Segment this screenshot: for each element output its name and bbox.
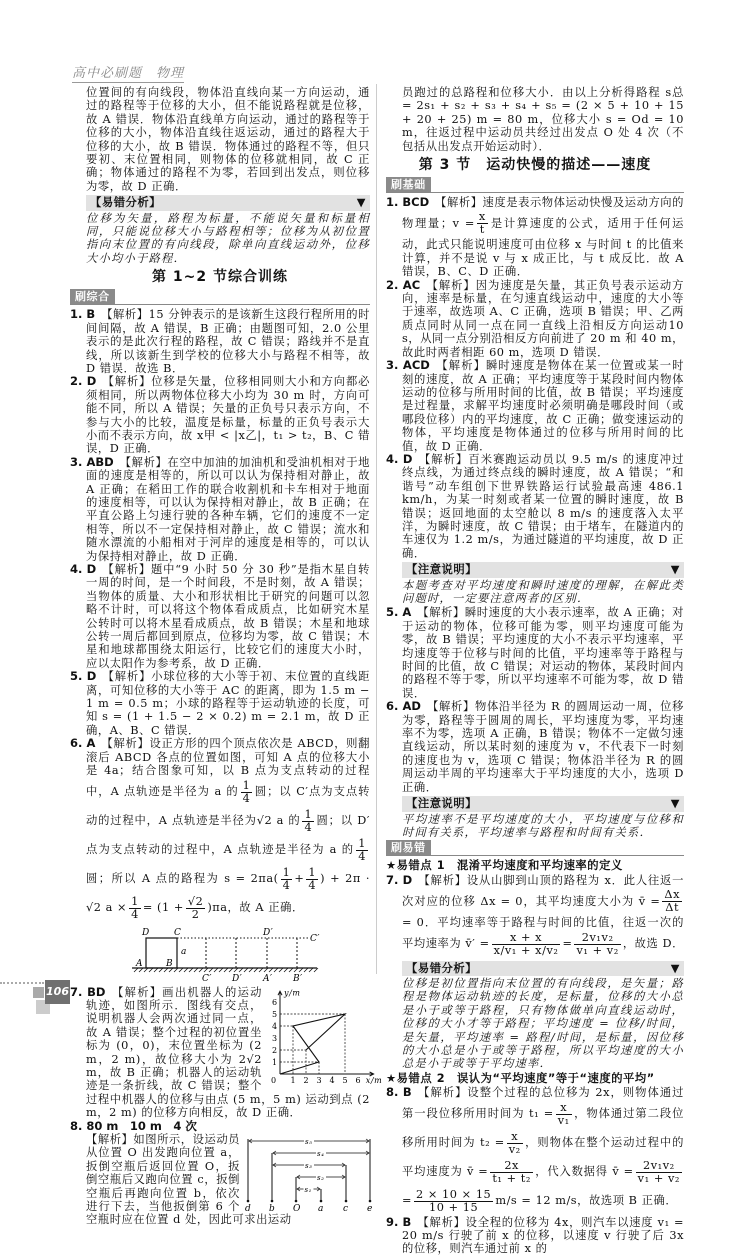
section-title: 第 3 节 运动快慢的描述——速度 [418,157,652,174]
position-dot [247,1200,250,1203]
label-B-prime: B′ [293,973,303,984]
fraction [507,1131,523,1156]
note-bar-error-analysis[interactable] [402,961,684,976]
denominator: x/v₁ + x/v₂ [493,943,559,957]
note-text: 位移是初位置指向末位置的有向线段，是矢量；路程是物体运动轨迹的长度，是标量，位移的大小总是小于或等于路程，只有物体做单向直线运动时，位移的大小才等于路程；平均速度 = 位移/时间，是矢量，平均速率 = 路程/时间，是标量，因位移的大小总是小于或等于路程，所以平均速度的大小总是小于或等于平均速率． [402,976,684,1071]
numerator: 1 [304,807,313,821]
answer-body [402,359,684,452]
answer-body [86,456,370,563]
position-label: a [318,1203,324,1214]
section-title: 第 1~2 节综合训练 [152,269,288,286]
x-tick-label: 4 [329,1075,336,1085]
position-label: d [245,1203,252,1214]
numerator: 1 [308,865,317,879]
y-tick-label: 4 [272,1021,278,1031]
text-run: = 0．平均速率等于路程与时间的比值，往返一次的平均速率为 v̄′ = [402,916,684,951]
text-run: ，故选 D． [622,937,684,951]
book-header: 高中必刷题 物理 [72,62,184,83]
answer-item [386,1086,684,1215]
numerator: 2v₁v₂ [636,1160,682,1173]
x-tick-label: 2 [303,1075,310,1085]
fraction [306,867,318,892]
note-text: 平均速率不是平均速度的大小，平均速度与位移和时间有关系，平均速率与路程和时间有关系． [402,812,684,839]
note-title: 【注意说明】 [406,562,478,577]
span-label: s₃ [305,1161,313,1170]
denominator: 4 [308,878,317,892]
note-bar-attention[interactable] [402,562,684,577]
section-tag [386,840,684,856]
note-text: 本题考查对平均速度和瞬时速度的理解，在解此类问题时，一定要注意两者的区别． [402,578,684,605]
answer-body [402,700,684,793]
answer-item [386,606,684,700]
answer-body [86,737,371,921]
note-title: 【注意说明】 [406,796,478,811]
fraction [636,1160,682,1185]
trajectory-line [280,1014,345,1074]
fraction [414,1189,493,1214]
y-axis-label: y/m [284,987,301,997]
error-point-heading: ★易错点 2 误认为“平均速度”等于“速度的平均” [386,1071,655,1085]
text-run: 【解析】小球位移的大小等于初、末位置的直线距离，可知位移的大小等于 AC 的距离，即为 1.5 m − 1 m = 0.5 m；小球的路程等于运动轨迹的长度，可知 s = (1 + 1.5 − 2 × 0.2) m = 2.1 m，故 D 正确，A、B、C 错误． [86,670,370,737]
numerator: 2v₁v₂ [574,932,620,945]
answer-item [70,1120,370,1133]
text-run: 圆；以 D′点为支点转动的过程中，A 点轨迹是半径为 a 的 [86,814,371,856]
answer-item [386,700,684,794]
answer-item [386,1216,684,1256]
label-B: B [166,958,174,969]
x-tick-label: 1 [290,1075,297,1085]
x-axis-label: x/m [365,1075,383,1085]
answer-item [70,308,370,375]
answer-label: 2. D [70,374,97,389]
note-title: 【易错分析】 [406,960,478,975]
label-D-prime: D′ [263,927,274,938]
text-run: 【解析】设从山脚到山顶的路程为 x．此人往返一次对应的位移 Δx = 0，其平均速度大小为 v̄ = [402,873,684,908]
tag-label: 刷综合 [70,289,115,304]
fraction [129,896,141,921]
numerator: √2 [187,894,204,908]
text-run: 【解析】位移是矢量，位移相同则大小和方向都必须相同，所以两物体位移大小均为 30 m 时，方向可能不同，所以 A 错误；矢量的正负号只表示方向，不参与大小的比较，温度是标量，标量的正负号表示大小而不表示方向，故 x甲 < |x乙|，t₁ > t₂，B、C 错误，D 正确． [86,375,370,456]
position-label: b [269,1203,276,1214]
x-tick-label: 3 [316,1075,323,1085]
figure-runner-positions [244,1133,378,1213]
text-run: 员跑过的总路程和位移大小．由以上分析得路程 s总 = 2s₁ + s₂ + s₃ + s₄ + s₅ = (2 × 5 + 10 + 15 + 20 + 25) m = 80 m，位移大小 s = Od = 10 m，往返过程中运动员共经过出发点 O 处 4 次（不包括从出发点开始运动时）． [402,86,684,153]
y-tick-label: 5 [272,1009,278,1019]
figure-robot-trajectory [266,987,383,1088]
text-run: ，物体通过第二段位移所用时间为 t₂ = [402,1107,684,1150]
answer-label: 8. 80 m 10 m 4 次 [70,1118,197,1133]
denominator: 4 [242,791,251,805]
text-run: 【解析】设正方形的四个顶点依次是 ABCD，则翻滚后 ABCD 各点的位置如图，可知 A 点的位移大小是 4a；结合图象可知，以 B 点为支点转动的过程中，A 点轨迹是半径为 a 的 [86,737,370,798]
fraction [490,1160,533,1185]
label-A-prime: A′ [263,973,273,984]
section-tag [70,289,370,305]
answer-body-8 [70,1132,373,1227]
denominator: Δt [665,901,680,915]
text-run: 圆；所以 A 点的路程为 s = 2πa( [86,872,279,885]
fraction [662,889,682,914]
text-run: ，则物体在整个运动过程中的平均速度为 v̄ = [402,1136,684,1179]
answer-item [386,453,684,560]
text-run: + [294,872,305,885]
fraction [477,211,488,236]
fraction [574,932,620,957]
text-run: 【解析】瞬时速度是物体在某一位置或某一时刻的速度，故 A 正确；平均速度等于某段时间内物体运动的位移与所用时间的比值，故 B 错误；平均速度是过程量，求解平均速度时必须明确是哪段时间（或哪段位移）内的平均速度，故 C 正确；做变速运动的物体，平均速度是物体通过的位移与所用时间的比值，故 D 正确． [402,359,684,453]
label-C-prime-bottom: C′ [202,973,213,984]
y-tick-label: 6 [272,997,278,1007]
answer-item [70,737,370,922]
tag-label: 刷基础 [386,177,431,192]
label-D-prime-bottom: D′ [232,973,243,984]
span-label: s₅ [305,1137,313,1146]
text-run: 位置间的有向线段，物体沿直线向某一方向运动，通过的路程等于位移的大小，但不能说路程就是位移，故 A 错误．物体沿直线单方向运动，通过的路程等于位移的大小，物体沿直线往返运动，通过的路程大于位移的大小，故 B 错误．物体通过的路程不等，但只要初、末位置相同，则物体的位移就相同，故 C 正确；物体通过的路程不为零，若回到出发点，则位移为零，故 D 正确． [86,86,370,193]
text-run: 【解析】15 分钟表示的是该新生这段行程所用的时间间隔，故 A 错误，B 正确；由题图可知，2.0 公里表示的是此次行程的路程，故 C 错误；路线并不是直线，所以该新生到学校的位移大小与路程不相等，故 D 错误．故选 B． [86,308,371,375]
error-point-heading: ★易错点 1 混淆平均速度和平均速率的定义 [386,859,623,873]
answer-body [402,279,684,359]
answer-list [386,874,684,959]
label-A: A [136,958,144,969]
note-bar-error-analysis[interactable] [86,195,370,210]
denominator: 2 [191,907,200,921]
numerator: Δx [664,888,680,902]
text-run: 【解析】如图所示，设运动员从位置 O 出发跑向位置 a，扳倒空瓶后返回位置 O，扳倒空瓶后又跑向位置 c，扳倒空瓶后再跑向位置 b，依次进行下去，当他扳倒第 6 个空瓶时应在位置 d 处，因此可求出运动 [86,1132,292,1227]
numerator: x [478,210,486,224]
numerator: x [556,1102,572,1115]
answer-label: 3. ABD [70,454,114,469]
text-run: 【解析】画出机器人的运动轨迹，如图所示．图线有交点，说明机器人会两次通过同一点，故 A 错误；整个过程的初位置坐标为 (0，0)，末位置坐标为 (2 m，2 m)，故位移大小为 2√2 m，故 B 正确；机器人的运动轨迹是一条折线，故 C 错误；整个过程中机器人的位移与由点 (5 m，5 m) 运动到点 (2 m，2 m) 的位移方向相反，故 D 正确． [86,985,370,1120]
text-run: ) + 2π · √2 a × [86,872,370,914]
tag-label: 刷易错 [386,840,431,855]
position-label: O [293,1203,301,1214]
x-tick-label: 6 [355,1075,362,1085]
span-label: s₁ [304,1185,312,1194]
text-run: 【解析】百米赛跑运动员以 9.5 m/s 的速度冲过终点线，为通过终点线的瞬时速度，故 A 错误；“和谐号”动车组创下世界铁路运行试验最高速 486.1 km/h，为某一时刻或者某一位置的瞬时速度，故 B 错误；返回地面的太空舱以 8 m/s 的速度落入太平洋，为瞬时速度，故 C 错误；由于堵车，在隧道内的车速仅为 1.2 m/s，为通过隧道的平均速度，故 D 正确． [402,452,685,560]
numerator: 2 × 10 × 15 [416,1187,492,1201]
answer-item [70,375,370,455]
answer-body [402,1086,684,1214]
note-text: 位移为矢量，路程为标量，不能说矢量和标量相同，只能说位移大小与路程相等；位移为从初位置指向末位置的有向线段，除单向直线运动外，位移大小均小于路程． [86,211,370,265]
denominator: 10 + 15 [429,1200,479,1214]
text-run: = (1 + [142,901,184,914]
label-C: C [174,927,182,938]
numerator: 1 [242,778,251,792]
answer-body [402,453,684,560]
note-bar-attention[interactable] [402,796,684,811]
answer-item [386,196,684,279]
answer-list [386,1086,684,1256]
answer-label: 1. BCD [386,195,430,210]
numerator: 2x [490,1160,533,1173]
fraction [241,780,253,805]
footer-decor-square [33,987,44,998]
fraction [492,932,561,957]
y-tick-label: 2 [272,1045,278,1055]
text-run: 【解析】设整个过程的总位移为 2x，则物体通过第一段位移所用时间为 t₁ = [402,1086,684,1121]
text-run: 【解析】题中“9 小时 50 分 30 秒”是指木星自转一周的时间，是一个时间段，不是时刻，故 A 错误；当物体的质量、大小和形状相比于研究的问题可以忽略不计时，可以将这个物体看成质点，比如研究木星公转时可以将木星看成质点，故 B 错误；木星和地球公转一周后都回到原点，位移均为零，故 C 错误；木星和地球都围绕太阳运行，比较它们的速度大小时，应以太阳作为参考系，故 D 正确． [86,563,370,670]
text-run: 【解析】速度是表示物体运动快慢及运动方向的物理量；v = [402,196,685,230]
answer-label: 3. ACD [386,358,430,373]
position-dot [271,1200,274,1203]
answer-label: 5. A [386,605,412,620]
answer-list [70,308,370,922]
answer-item [70,456,370,563]
text-run: m/s = 12 m/s，故选项 B 正确． [495,1194,678,1208]
figure-rolling-square [132,926,322,984]
collapse-triangle-icon[interactable]: ▼ [670,960,680,975]
position-dot [345,1200,348,1203]
answer-label: 2. AC [386,277,421,292]
denominator: 4 [131,907,139,921]
label-C-prime: C′ [310,933,321,944]
text-run: 圆；以 C′点为支点转动的过程中，A 点轨迹是半径为√2 a 的 [86,785,370,827]
footer-dotted-line [0,982,44,984]
denominator: 4 [304,820,313,834]
denominator: t₁ + t₂ [492,1171,531,1185]
fraction [556,1102,572,1127]
denominator: t [479,223,485,237]
denominator: v₁ + v₂ [637,1171,680,1185]
text-run: 【解析】因为速度是矢量，其正负号表示运动方向，速率是标量，在匀速直线运动中，速度的大小等于速率，故选项 A、C 正确，选项 B 错误；甲、乙两质点同时从同一点在同一直线上沿相反方向运动10 s，从同一点分别沿相反方向前进了 20 m 和 40 m，故此时两者相距 60 m，选项 D 错误． [402,278,684,359]
text-run: 【解析】瞬时速度的大小表示速率，故 A 正确；对于运动的物体，位移可能为零，则平均速度可能为零，故 B 错误；平均速度的大小不表示平均速率，平均速度等于位移与时间的比值，平均速率等于路程与时间的比值，故 C 错误；对运动的物体，某段时间内的路程不等于零，所以平均速率不可能为零，故 D 错误． [402,606,685,700]
answer-label: 1. B [70,307,96,322]
text-run: = [402,1194,413,1208]
answer-list [386,606,684,794]
text-run: 【解析】物体沿半径为 R 的圆周运动一周，位移为零，路程等于圆周的周长，平均速度为零，平均速率不为零，选项 A 正确，B 错误；物体不一定做匀速直线运动，所以某时刻的速度为 v，不代表下一时刻的速度也为 v，选项 C 错误；物体沿半径为 R 的圆周运动半周的平均速率大于平均速度的大小，选项 D 正确． [402,700,684,794]
denominator: 4 [358,849,366,863]
answer-body [86,670,370,737]
answer-label: 4. D [70,562,97,576]
answer-item [386,279,684,359]
answer-body [86,308,370,375]
denominator: v₁ [557,1113,570,1127]
answer-item [386,874,684,959]
text-run: 【解析】设全程的位移为 4x，则汽车以速度 v₁ = 20 m/s 行驶了前 x 的位移，以速度 v 行驶了后 3x 的位移，则汽车通过前 x 的 [402,1215,684,1256]
text-run: = [562,937,573,951]
answer-item [70,563,370,670]
answer-label: 7. D [386,872,413,887]
collapse-triangle-icon[interactable]: ▼ [670,562,680,577]
position-dot [295,1200,298,1203]
position-label: c [343,1203,349,1214]
answer-label: 6. AD [386,699,421,714]
answer-list [386,196,684,560]
label-a: a [181,946,187,957]
axis-labels [271,988,382,1085]
page-number: 106 [45,980,70,1004]
y-tick-label: 3 [272,1033,278,1043]
answer-label: 4. D [386,451,413,466]
fraction [281,867,293,892]
text-run: )πa，故 A 正确． [207,901,304,914]
span-label: s₂ [317,1173,325,1182]
label-D: D [142,927,150,938]
collapse-triangle-icon[interactable]: ▼ [356,195,366,210]
numerator: 1 [358,836,366,850]
column-divider [376,84,377,974]
numerator: 1 [131,894,139,908]
answer-item [70,670,370,737]
left-column [70,86,383,1227]
numerator: 1 [282,865,291,879]
answer-body [86,375,370,455]
answer-body [86,563,370,670]
denominator: 4 [282,878,291,892]
answer-body [402,1216,684,1256]
numerator: x + x [492,932,561,945]
text-run: 【解析】在空中加油的加油机和受油机相对于地面的速度是相等的，所以可以认为保持相对静止，故 A 正确；在稻田工作的联合收割机和卡车相对于地面的速度相等，可以认为保持相对静止，故 B 正确；在平直公路上匀速行驶的各种车辆，它们的速度不一定相等，所以不一定保持相对静止，故 C 错误；流水和随水漂流的小船相对于河岸的速度是相等的，可以认为保持相对静止，故 D 正确． [86,455,370,563]
continued-paragraph [386,86,684,153]
span-label: s₄ [317,1149,325,1158]
answer-item [386,359,684,453]
answer-item [70,984,383,1120]
fraction [302,809,314,834]
denominator: v₁ + v₂ [576,943,619,957]
section-tag [386,177,684,193]
x-tick-label: 5 [342,1075,349,1085]
fraction [186,896,206,921]
answer-body [402,873,684,957]
y-tick-label: 1 [272,1057,278,1067]
answer-body [402,196,684,278]
position-dot [320,1200,323,1203]
text-run: ，代入数据得 v̄ = [534,1165,634,1179]
note-title: 【易错分析】 [90,195,162,210]
position-dot [369,1200,372,1203]
answer-label: 7. BD [70,984,106,999]
answer-body [402,606,684,699]
text-run: 是计算速度的公式，适用于任何运动，此式只能说明速度可由位移 x 与时间 t 的比值来计算，并不是说 v 与 x 成正比，与 t 成反比．故 A 错误，B、C、D 正确． [402,216,684,279]
answer-label: 9. B [386,1214,412,1229]
answer-label: 8. B [386,1085,412,1100]
position-label: e [367,1203,373,1214]
fraction [356,838,368,863]
numerator: x [507,1131,523,1144]
answer-label: 5. D [70,669,97,684]
denominator: v₂ [508,1142,521,1156]
origin-label: 0 [271,1075,277,1085]
right-column [386,86,684,1256]
intro-paragraph [70,86,370,193]
answer-label: 6. A [70,736,96,751]
collapse-triangle-icon[interactable]: ▼ [670,796,680,811]
